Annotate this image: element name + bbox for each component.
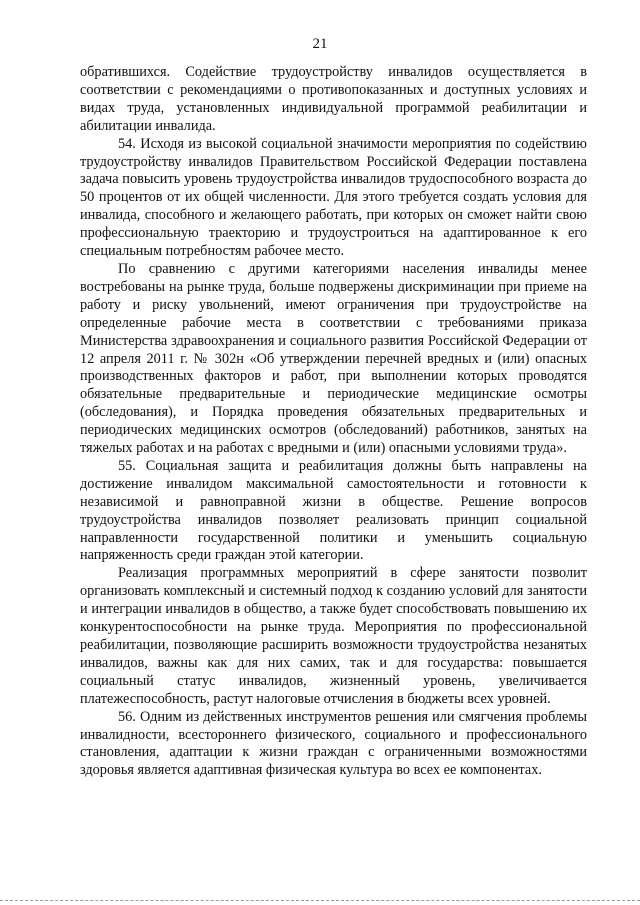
- paragraph-item-56: 56. Одним из действенных инструментов решения или смягчения проблемы инвалидности, всестороннего физического, социального и профессионального становления, адаптации к жизни граждан с ограниченными возможностями здоровья является адаптивная физическая культура во всех ее компонентах.: [80, 708, 587, 779]
- paragraph-continuation: обратившихся. Содействие трудоустройству инвалидов осуществляется в соответствии с рекомендациями о противопоказанных и доступных условиях и видах труда, установленных индивидуальной программой реабилитации и абилитации инвалида.: [80, 64, 587, 134]
- scan-bottom-edge: [0, 900, 640, 905]
- paragraph-item-54: 54. Исходя из высокой социальной значимости мероприятия по содействию трудоустройству инвалидов Правительством Российской Федерации поставлена задача повысить уровень трудоустройства инвалидов трудоспособного возраста до 50 процентов от их общей численности. Для этого требуется создать условия для инвалида, способного и желающего работать, при которых он сможет найти свою профессиональную траекторию и трудоустроиться на адаптированное к его специальным потребностям рабочее место.: [80, 135, 587, 260]
- paragraph-disability-employment-constraints: По сравнению с другими категориями населения инвалиды менее востребованы на рынке труда, больше подвержены дискриминации при приеме на работу и риску увольнений, имеют ограничения при трудоустройстве на определенные рабочие места в соответствии с требованиями приказа Министерства здравоохранения и социального развития Российской Федерации от 12 апреля 2011 г. № 302н «Об утверждении перечней вредных и (или) опасных производственных факторов и работ, при выполнении которых проводятся обязательные предварительные и периодические медицинские осмотры (обследования), и Порядка проведения обязательных предварительных и периодических медицинских осмотров (обследований) работников, занятых на тяжелых работах и на работах с вредными и (или) опасными условиями труда».: [80, 260, 587, 457]
- page-number: 21: [312, 36, 328, 52]
- paragraph-employment-program: Реализация программных мероприятий в сфере занятости позволит организовать комплексный и системный подход к созданию условий для занятости и интеграции инвалидов в общество, а также будет способствовать повышению их конкурентоспособности на рынке труда. Мероприятия по профессиональной реабилитации, позволяющие расширить возможности трудоустройства незанятых инвалидов, важны как для них самих, так и для государства: повышается социальный статус инвалидов, жизненный уровень, увеличивается платежеспособность, растут налоговые отчисления в бюджеты всех уровней.: [80, 565, 587, 707]
- document-body: [80, 64, 587, 780]
- paragraph-item-55: 55. Социальная защита и реабилитация должны быть направлены на достижение инвалидом максимальной самостоятельности и готовности к независимой и равноправной жизни в обществе. Решение вопросов трудоустройства инвалидов позволяет реализовать принцип социальной направленности государственной политики и уменьшить социальную напряженность среди граждан этой категории.: [80, 457, 587, 564]
